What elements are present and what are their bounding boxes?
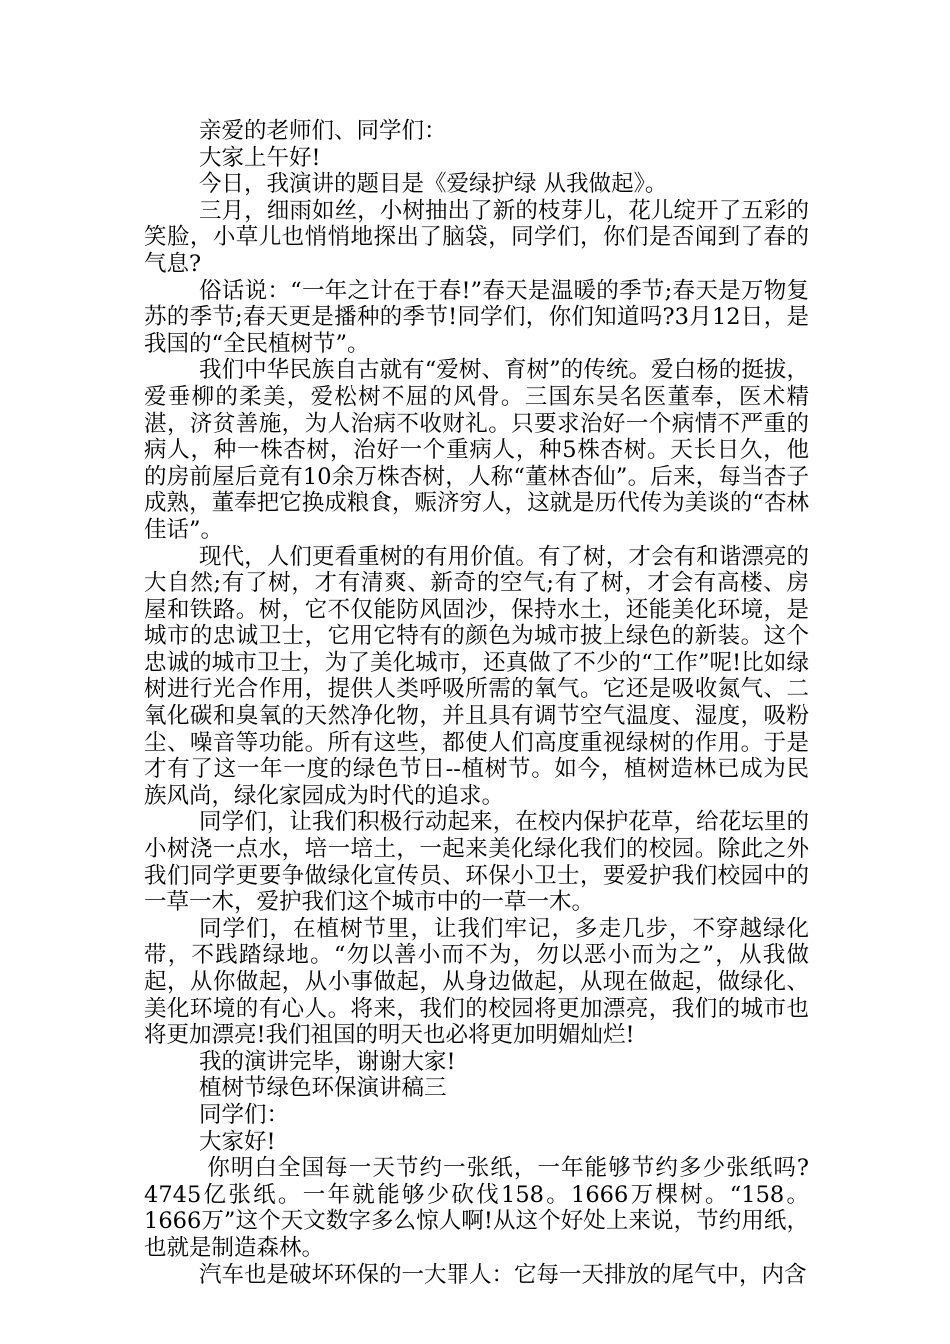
paragraph-proverb: 俗话说：“一年之计在于春!”春天是温暖的季节;春天是万物复苏的季节;春天更是播种的季节!同学们，你们知道吗?3月12日，是我国的“全民植树节”。 (144, 277, 809, 357)
speech-topic-line: 今日，我演讲的题目是《爱绿护绿 从我做起》。 (199, 171, 668, 198)
salutation-line-2: 大家好! (199, 1128, 276, 1155)
greeting-line-2: 同学们： (199, 1101, 290, 1128)
paragraph-spring: 三月，细雨如丝，小树抽出了新的枝芽儿，花儿绽开了五彩的笑脸，小草儿也悄悄地探出了脑袋，同学们，你们是否闻到了春的气息? (144, 197, 809, 277)
section-title: 植树节绿色环保演讲稿三 (199, 1075, 447, 1102)
closing-line: 我的演讲完毕，谢谢大家! (199, 1048, 456, 1075)
paragraph-tradition: 我们中华民族自古就有“爱树、育树”的传统。爱白杨的挺拔，爱垂柳的柔美，爱松树不屈的风骨。三国东吴名医董奉，医术精湛，济贫善施，为人治病不收财礼。只要求治好一个病情不严重的病人，种一株杏树，治好一个重病人，种5株杏树。天长日久，他的房前屋后竟有10余万株杏树，人称“董林杏仙”。后来，每当杏子成熟，董奉把它换成粮食，赈济穷人，这就是历代传为美谈的“杏林佳话”。 (144, 357, 809, 543)
paragraph-arbor-day: 同学们，在植树节里，让我们牢记，多走几步，不穿越绿化带，不践踏绿地。“勿以善小而不为，勿以恶小而为之”，从我做起，从你做起，从小事做起，从身边做起，从现在做起，做绿化、美化环境的有心人。将来，我们的校园将更加漂亮，我们的城市也将更加漂亮!我们祖国的明天也必将更加明媚灿烂! (144, 915, 809, 1049)
paragraph-paper-saving: 你明白全国每一天节约一张纸，一年能够节约多少张纸吗?4745亿张纸。一年就能够少砍伐158。1666万棵树。“158。1666万”这个天文数字多么惊人啊!从这个好处上来说，节约用纸，也就是制造森林。 (144, 1155, 809, 1261)
paragraph-call-to-action: 同学们，让我们积极行动起来，在校内保护花草，给花坛里的小树浇一点水，培一培土，一起来美化绿化我们的校园。除此之外我们同学更要争做绿化宣传员、环保小卫士，要爱护我们校园中的一草一木，爱护我们这个城市中的一草一木。 (144, 809, 809, 916)
document-body (144, 118, 809, 1288)
paragraph-modern-value: 现代，人们更看重树的有用价值。有了树，才会有和谐漂亮的大自然;有了树，才有清爽、新奇的空气;有了树，才会有高楼、房屋和铁路。树，它不仅能防风固沙，保持水土，还能美化环境，是城市的忠诚卫士，它用它特有的颜色为城市披上绿色的新装。这个忠诚的城市卫士，为了美化城市，还真做了不少的“工作”呢!比如绿树进行光合作用，提供人类呼吸所需的氧气。它还是吸收氮气、二氧化碳和臭氧的天然净化物，并且具有调节空气温度、湿度，吸粉尘、噪音等功能。所有这些，都使人们高度重视绿树的作用。于是才有了这一年一度的绿色节日--植树节。如今，植树造林已成为民族风尚，绿化家园成为时代的追求。 (144, 543, 809, 809)
paragraph-car-pollution: 汽车也是破坏环保的一大罪人：它每一天排放的尾气中，内含 (199, 1261, 807, 1288)
greeting-line: 亲爱的老师们、同学们： (199, 118, 447, 144)
salutation-line: 大家上午好! (199, 144, 321, 171)
